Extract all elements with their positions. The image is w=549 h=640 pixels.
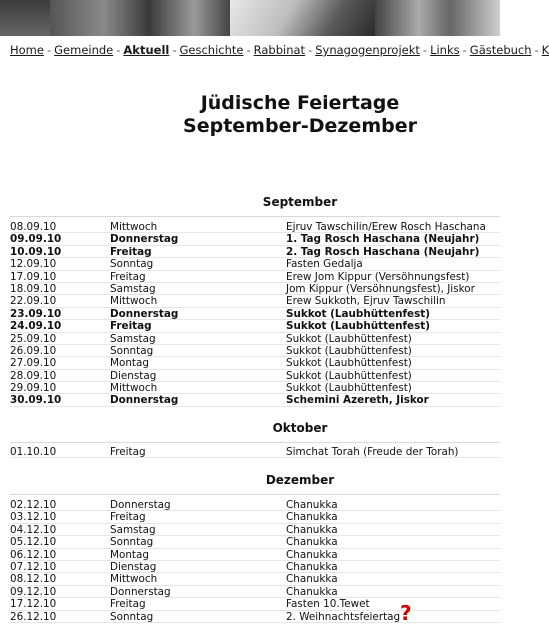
holiday-name: 2. Weihnachtsfeiertag bbox=[286, 610, 401, 623]
holiday-name: Chanukka bbox=[286, 548, 338, 561]
holiday-date: 01.10.10 bbox=[10, 446, 57, 458]
nav-link-synagogenprojekt[interactable]: Synagogenprojekt bbox=[315, 43, 420, 57]
holiday-weekday: Mittwoch bbox=[110, 573, 158, 586]
holiday-name: Sukkot (Laubhüttenfest) bbox=[286, 369, 412, 382]
holiday-name: Chanukka bbox=[286, 585, 338, 598]
section-divider bbox=[10, 442, 500, 443]
table-row bbox=[10, 499, 500, 511]
holiday-name: Sukkot (Laubhüttenfest) bbox=[286, 320, 431, 333]
holiday-weekday: Mittwoch bbox=[110, 382, 158, 395]
holiday-date: 26.09.10 bbox=[10, 344, 57, 357]
section-heading-oktober: Oktober bbox=[272, 421, 328, 435]
holiday-name: Chanukka bbox=[286, 536, 338, 549]
header-photo-banner bbox=[0, 0, 500, 36]
holiday-date: 08.12.10 bbox=[10, 573, 57, 586]
holiday-weekday: Sonntag bbox=[110, 610, 154, 623]
holiday-name: 2. Tag Rosch Haschana (Neujahr) bbox=[286, 245, 480, 258]
holiday-date: 02.12.10 bbox=[10, 499, 57, 511]
nav-link-geschichte[interactable]: Geschichte bbox=[179, 43, 244, 57]
holiday-name: Chanukka bbox=[286, 499, 338, 511]
holiday-date: 04.12.10 bbox=[10, 523, 57, 536]
holiday-date: 28.09.10 bbox=[10, 369, 57, 382]
holiday-weekday: Sonntag bbox=[110, 258, 154, 271]
nav-link-gästebuch[interactable]: Gästebuch bbox=[469, 43, 532, 57]
holiday-weekday: Samstag bbox=[110, 332, 156, 345]
holiday-name: Fasten 10.Tewet bbox=[286, 598, 370, 611]
holiday-date: 27.09.10 bbox=[10, 357, 57, 370]
table-row bbox=[10, 524, 500, 536]
holiday-name: Sukkot (Laubhüttenfest) bbox=[286, 332, 412, 345]
table-row bbox=[10, 561, 500, 573]
section-divider bbox=[10, 494, 500, 495]
banner-photo-2 bbox=[50, 0, 230, 36]
holiday-date: 25.09.10 bbox=[10, 332, 57, 345]
holiday-name: Erew Sukkoth, Ejruv Tawschilin bbox=[286, 295, 446, 308]
section-heading-dezember: Dezember bbox=[265, 473, 335, 487]
nav-separator: - bbox=[172, 43, 177, 57]
table-row bbox=[10, 573, 500, 585]
holiday-date: 22.09.10 bbox=[10, 295, 57, 308]
holiday-name: Chanukka bbox=[286, 560, 338, 573]
holiday-weekday: Freitag bbox=[110, 320, 152, 333]
holiday-date: 17.12.10 bbox=[10, 598, 57, 611]
page-title bbox=[150, 92, 450, 138]
holiday-weekday: Dienstag bbox=[110, 369, 157, 382]
holiday-weekday: Donnerstag bbox=[110, 394, 179, 407]
nav-separator: - bbox=[46, 43, 52, 57]
holiday-date: 24.09.10 bbox=[10, 320, 62, 333]
table-row bbox=[10, 536, 500, 548]
table-row bbox=[10, 394, 500, 406]
table-row bbox=[10, 283, 500, 295]
holiday-date: 26.12.10 bbox=[10, 610, 57, 623]
table-row bbox=[10, 258, 500, 270]
nav-link-gemeinde[interactable]: Gemeinde bbox=[54, 43, 114, 57]
holiday-weekday: Freitag bbox=[110, 270, 146, 283]
holiday-weekday: Freitag bbox=[110, 598, 146, 611]
holiday-date: 29.09.10 bbox=[10, 382, 57, 395]
table-row bbox=[10, 586, 500, 598]
nav-link-aktuell[interactable]: Aktuell bbox=[123, 43, 170, 57]
main-navigation bbox=[10, 42, 549, 58]
table-row bbox=[10, 598, 500, 610]
holiday-weekday: Freitag bbox=[110, 511, 146, 524]
holiday-name: Chanukka bbox=[286, 523, 338, 536]
holiday-table-september bbox=[10, 221, 500, 407]
holiday-name: Chanukka bbox=[286, 511, 338, 524]
nav-separator: - bbox=[246, 43, 251, 57]
holiday-weekday: Dienstag bbox=[110, 560, 157, 573]
holiday-date: 17.09.10 bbox=[10, 270, 57, 283]
nav-separator: - bbox=[534, 43, 539, 57]
holiday-name: Simchat Torah (Freude der Torah) bbox=[286, 446, 459, 458]
section-divider bbox=[10, 216, 500, 217]
holiday-date: 12.09.10 bbox=[10, 258, 57, 271]
table-row bbox=[10, 511, 500, 523]
holiday-name: Chanukka bbox=[286, 573, 338, 586]
holiday-name: Schemini Azereth, Jiskor bbox=[286, 394, 429, 407]
holiday-date: 30.09.10 bbox=[10, 394, 62, 407]
table-row bbox=[10, 382, 500, 394]
holiday-weekday: Donnerstag bbox=[110, 233, 179, 246]
banner-photo-4 bbox=[375, 0, 500, 36]
holiday-date: 09.12.10 bbox=[10, 585, 57, 598]
holiday-date: 18.09.10 bbox=[10, 282, 57, 295]
question-mark-annotation: ? bbox=[400, 601, 412, 625]
holiday-name: Sukkot (Laubhüttenfest) bbox=[286, 344, 412, 357]
nav-link-home[interactable]: Home bbox=[10, 43, 44, 57]
holiday-weekday: Mittwoch bbox=[110, 295, 158, 308]
holiday-name: Jom Kippur (Versöhnungsfest), Jiskor bbox=[286, 282, 475, 295]
holiday-weekday: Freitag bbox=[110, 446, 146, 458]
table-row bbox=[10, 611, 500, 623]
holiday-weekday: Sonntag bbox=[110, 536, 154, 549]
table-row bbox=[10, 320, 500, 332]
holiday-table-oktober bbox=[10, 446, 500, 458]
holiday-table-dezember bbox=[10, 499, 500, 623]
nav-separator: - bbox=[116, 43, 121, 57]
table-row bbox=[10, 233, 500, 245]
holiday-weekday: Samstag bbox=[110, 523, 156, 536]
nav-link-links[interactable]: Links bbox=[430, 43, 460, 57]
holiday-date: 08.09.10 bbox=[10, 221, 57, 233]
holiday-date: 09.09.10 bbox=[10, 233, 62, 246]
nav-link-k[interactable]: K bbox=[541, 43, 549, 57]
holiday-weekday: Donnerstag bbox=[110, 585, 171, 598]
holiday-weekday: Donnerstag bbox=[110, 307, 179, 320]
holiday-date: 06.12.10 bbox=[10, 548, 57, 561]
holiday-weekday: Donnerstag bbox=[110, 499, 171, 511]
holiday-weekday: Mittwoch bbox=[110, 221, 158, 233]
page-title-line-1: Jüdische Feiertage bbox=[200, 92, 400, 114]
table-row bbox=[10, 246, 500, 258]
nav-separator: - bbox=[422, 43, 428, 57]
holiday-date: 05.12.10 bbox=[10, 536, 57, 549]
page-title-line-2: September-Dezember bbox=[183, 115, 417, 137]
table-row bbox=[10, 271, 500, 283]
holiday-weekday: Montag bbox=[110, 357, 149, 370]
table-row bbox=[10, 295, 500, 307]
holiday-weekday: Freitag bbox=[110, 245, 152, 258]
table-row bbox=[10, 333, 500, 345]
holiday-weekday: Samstag bbox=[110, 282, 156, 295]
section-heading-september: September bbox=[262, 195, 338, 209]
banner-photo-1 bbox=[0, 0, 50, 36]
table-row bbox=[10, 446, 500, 458]
holiday-name: Sukkot (Laubhüttenfest) bbox=[286, 357, 412, 370]
holiday-weekday: Sonntag bbox=[110, 344, 154, 357]
holiday-name: Erew Jom Kippur (Versöhnungsfest) bbox=[286, 270, 470, 283]
holiday-name: Ejruv Tawschilin/Erew Rosch Haschana bbox=[286, 221, 486, 233]
table-row bbox=[10, 221, 500, 233]
table-row bbox=[10, 345, 500, 357]
nav-link-rabbinat[interactable]: Rabbinat bbox=[253, 43, 306, 57]
table-row bbox=[10, 549, 500, 561]
holiday-date: 23.09.10 bbox=[10, 307, 62, 320]
table-row bbox=[10, 308, 500, 320]
table-row bbox=[10, 357, 500, 369]
holiday-date: 03.12.10 bbox=[10, 511, 57, 524]
holiday-name: Sukkot (Laubhüttenfest) bbox=[286, 307, 431, 320]
holiday-name: Fasten Gedalja bbox=[286, 258, 363, 271]
holiday-weekday: Montag bbox=[110, 548, 149, 561]
holiday-date: 10.09.10 bbox=[10, 245, 62, 258]
nav-separator: - bbox=[462, 43, 467, 57]
holiday-name: 1. Tag Rosch Haschana (Neujahr) bbox=[286, 233, 480, 246]
banner-photo-3 bbox=[230, 0, 375, 36]
table-row bbox=[10, 370, 500, 382]
holiday-date: 07.12.10 bbox=[10, 560, 57, 573]
nav-separator: - bbox=[308, 43, 313, 57]
holiday-name: Sukkot (Laubhüttenfest) bbox=[286, 382, 412, 395]
